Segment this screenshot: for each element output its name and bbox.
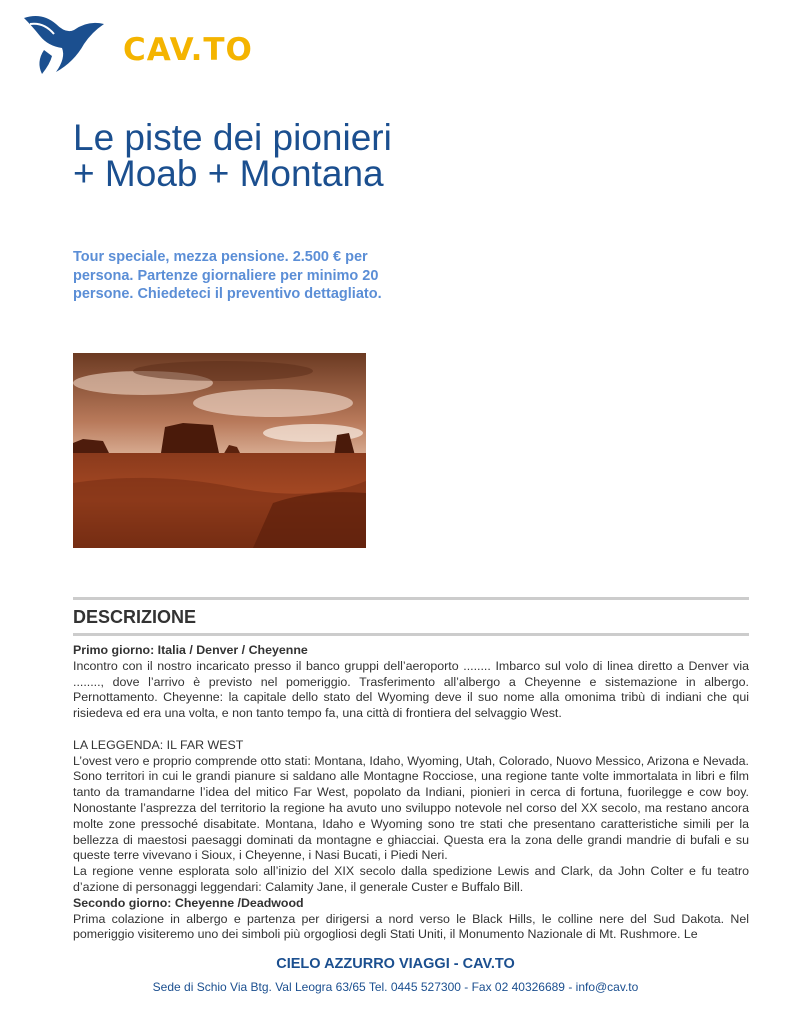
day-1-text: Incontro con il nostro incaricato presso il banco gruppi dell’aeroporto ........ Imbarco sul volo di linea diretto a Denver via ........, dove l’arrivo è previsto nel pomeriggio. Trasferimento all’albergo a Cheyenne e sistemazione in albergo. Pernottamento. Cheyenne: la capitale dello stato del Wyoming deve il suo nome alla omonima tribù di indiani che qui risiedeva ed era una volta, e non tanto tempo fa, una città di frontiera del selvaggio West. bbox=[73, 658, 749, 721]
section-title: DESCRIZIONE bbox=[73, 607, 197, 627]
footer-contact: Sede di Schio Via Btg. Val Leogra 63/65 Tel. 0445 527300 - Fax 02 40326689 - info@cav.to bbox=[152, 980, 639, 994]
day-1-title: Primo giorno: Italia / Denver / Cheyenne bbox=[73, 643, 308, 657]
section-rule-bottom bbox=[73, 633, 749, 636]
tour-summary: Tour speciale, mezza pensione. 2.500 € per persona. Partenze giornaliere per minimo 20 persone. Chiedeteci il preventivo dettagliato. bbox=[73, 249, 382, 302]
section-rule-top bbox=[73, 597, 749, 600]
footer-company: CIELO AZZURRO VIAGGI - CAV.TO bbox=[276, 956, 515, 972]
paragraph-gap bbox=[73, 722, 749, 738]
page-title: Le piste dei pionieri + Moab + Montana bbox=[73, 117, 392, 194]
brand-name: CAV.TO bbox=[123, 32, 253, 68]
legend-title: LA LEGGENDA: IL FAR WEST bbox=[73, 737, 244, 752]
legend-text-2: La regione venne esplorata solo all’inizio del XIX secolo dalla spedizione Lewis and Clark, da John Colter e fu teatro d’azione di personaggi leggendari: Calamity Jane, il generale Custer e Buffalo Bill. bbox=[73, 864, 749, 894]
day-2-text: Prima colazione in albergo e partenza per dirigersi a nord verso le Black Hills, le colline nere del Sud Dakota. Nel pomeriggio visiteremo uno dei simboli più orgogliosi degli Stati Uniti, il Monumento Nazionale di Mt. Rushmore. Le bbox=[73, 911, 749, 942]
day-2-title: Secondo giorno: Cheyenne /Deadwood bbox=[73, 895, 304, 910]
description-body bbox=[73, 643, 749, 942]
legend-text: L’ovest vero e proprio comprende otto stati: Montana, Idaho, Wyoming, Utah, Colorado, Nuovo Messico, Arizona e Nevada. Sono territori in cui le grandi pianure si saldano alle Montagne Rocciose, una regione tante volte immortalata in libri e film tanto da tramandarne l’idea del mitico Far West, popolato da Indiani, pionieri in cerca di fortuna, fuorilegge e cow boy. Nonostante l’asprezza del territorio la regione ha avuto uno sviluppo notevole nel corso del XX secolo, ma restano ancora molte zone pressoché disabitate. Montana, Idaho e Wyoming sono tre stati che presentano caratteristiche simili per la bellezza di maestosi paesaggi dominati da montagne e ghiacciai. Questa era la zona delle grandi mandrie di bufali e su queste terre vivevano i Sioux, i Cheyenne, i Nasi Bucati, i Piedi Neri. bbox=[73, 753, 749, 863]
brand-logo bbox=[22, 10, 262, 80]
landscape-photo bbox=[73, 353, 366, 548]
bird-wing-icon bbox=[22, 10, 112, 78]
